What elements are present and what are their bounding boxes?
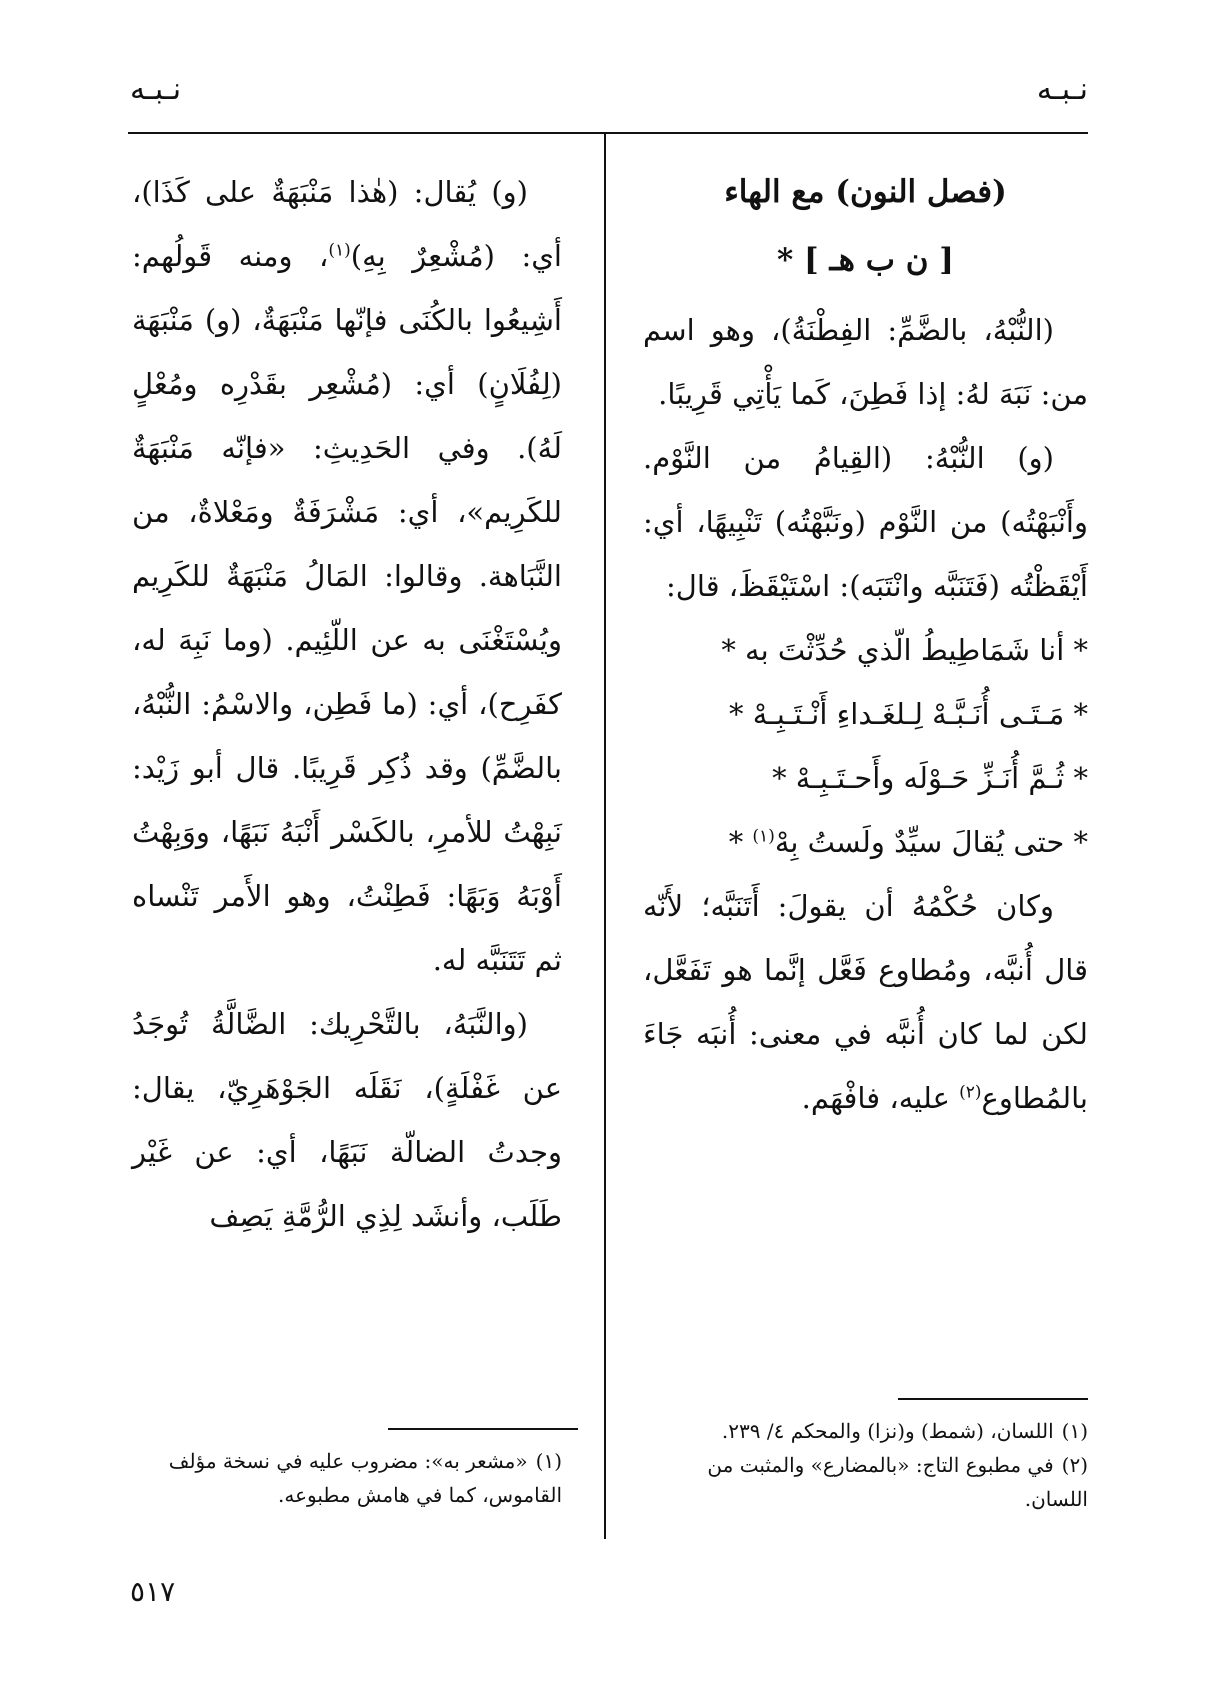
running-header-left: نـبـه bbox=[130, 72, 182, 107]
verse-text: * حتى يُقالَ سيِّدٌ ولَستُ بِهْ bbox=[774, 825, 1088, 859]
entry-paragraph bbox=[132, 160, 562, 992]
right-column bbox=[643, 160, 1088, 1130]
paragraph-text: (و) يُقال: (هٰذا مَنْبَهَةٌ على كَذَا)، أي: (مُشْعِرٌ بِهِ) bbox=[132, 175, 562, 273]
left-column bbox=[132, 160, 562, 1248]
paragraph-text: وكان حُكْمُهُ أن يقولَ: أَتَنَبَّه؛ لأَنّه قال أُنبَّه، ومُطاوع فَعَّل إنَّما هو تَفَعَّل، لكن لما كان أُنبَّه في معنى: أُنبَه جَاءَ بالمُطاوع bbox=[643, 889, 1088, 1115]
footnote-rule bbox=[388, 1428, 578, 1430]
entry-paragraph: (والنَّبَهُ، بالتَّحْرِيك: الضَّالَّةُ تُوجَدُ عن غَفْلَةٍ)، نَقَلَه الجَوْهَرِيّ، يقال: وجدتُ الضالّة نَبَهًا، أي: عن غَيْر طَلَب، وأنشَد لِذِي الرُّمَّةِ يَصِف bbox=[132, 1007, 562, 1233]
footnote-number: (٢) bbox=[1061, 1453, 1088, 1477]
page-number: ٥١٧ bbox=[130, 1575, 176, 1608]
footnotes-right bbox=[643, 1414, 1088, 1516]
verse-line: * مَـتَـى أُنَـبَّـهْ لِـلغَـداءِ أَنْـتَـبِـهْ * bbox=[729, 697, 1088, 731]
verse-end: * bbox=[728, 825, 753, 859]
footnote-number: (١) bbox=[535, 1449, 562, 1473]
footnote bbox=[643, 1414, 1088, 1448]
section-title: (فصل النون) مع الهاء bbox=[724, 174, 1007, 210]
footnote-rule bbox=[898, 1398, 1088, 1400]
footnote-text: اللسان، (شمط) و(نزا) والمحكم ٤/ ٢٣٩. bbox=[721, 1419, 1054, 1443]
footnote bbox=[132, 1444, 562, 1512]
paragraph-text-cont: ، ومنه قَولُهم: أَشِيعُوا بالكُنَى فإنّها مَنْبَهَةٌ، (و) مَنْبَهَة (لِفُلَانٍ) أي: (مُشْعِر بقَدْرِه ومُعْلٍ لَهُ). وفي الحَدِيثِ: «فإنّه مَنْبَهَةٌ للكَرِيم»، أي: مَشْرَفَةٌ ومَعْلاةٌ، من النَّبَاهة. وقالوا: المَالُ مَنْبَهَةٌ للكَرِيم ويُسْتَغْنَى به عن اللّئِيم. (وما نَبِهَ له، كفَرِح)، أي: (ما فَطِن، والاسْمُ: النُّبْهُ، بالضَّمِّ) وقد ذُكِر قَرِيبًا. قال أبو زَيْد: نَبِهْتُ للأمرِ، بالكَسْر أَنْبَهُ نَبَهًا، ووَبِهْتُ أَوْبَهُ وَبَهًا: فَطِنْتُ، وهو الأَمر تَنْساه ثم تَتَنَبَّه له. bbox=[132, 239, 562, 977]
footnotes-left bbox=[132, 1444, 562, 1512]
running-header-right: نـبـه bbox=[1036, 72, 1088, 107]
footnote-marker: (١) bbox=[328, 240, 351, 261]
verse-line: * أنا شَمَاطِيطُ الّذي حُدِّثْتَ به * bbox=[721, 633, 1088, 667]
footnote-marker: (٢) bbox=[959, 1082, 982, 1103]
verse-line bbox=[643, 810, 1088, 874]
footnote-marker: (١) bbox=[752, 826, 775, 847]
header-rule bbox=[128, 132, 1088, 134]
entry-paragraph bbox=[643, 874, 1088, 1130]
entry-paragraph: (النُّبْهُ، بالضَّمِّ: الفِطْنَةُ)، وهو اسم من: نَبَهَ لهُ: إذا فَطِنَ، كَما يَأْتِي قَرِيبًا. bbox=[643, 313, 1088, 411]
footnote bbox=[643, 1448, 1088, 1516]
entry-paragraph: (و) النُّبْهُ: (القِيامُ من النَّوْم. وأَنْبَهْتُه) من النَّوْم (ونَبَّهْتُه) تَنْبِيهًا، أي: أَيْقَظْتُه (فَتَنَبَّه وانْتَبَه): اسْتَيْقَظَ، قال: bbox=[643, 441, 1088, 603]
footnote-text: «مشعر به»: مضروب عليه في نسخة مؤلف القاموس، كما في هامش مطبوعه. bbox=[168, 1449, 562, 1507]
paragraph-text-end: عليه، فافْهَم. bbox=[801, 1081, 960, 1115]
footnote-text: في مطبوع التاج: «بالمضارع» والمثبت من اللسان. bbox=[707, 1453, 1088, 1511]
verse-line: * ثُـمَّ أُنَـزِّ حَـوْلَه وأَحـتَـبِـهْ * bbox=[772, 761, 1088, 795]
column-divider bbox=[604, 134, 606, 1539]
root-heading: [ ن ب هـ ] * bbox=[777, 242, 954, 278]
footnote-number: (١) bbox=[1061, 1419, 1088, 1443]
